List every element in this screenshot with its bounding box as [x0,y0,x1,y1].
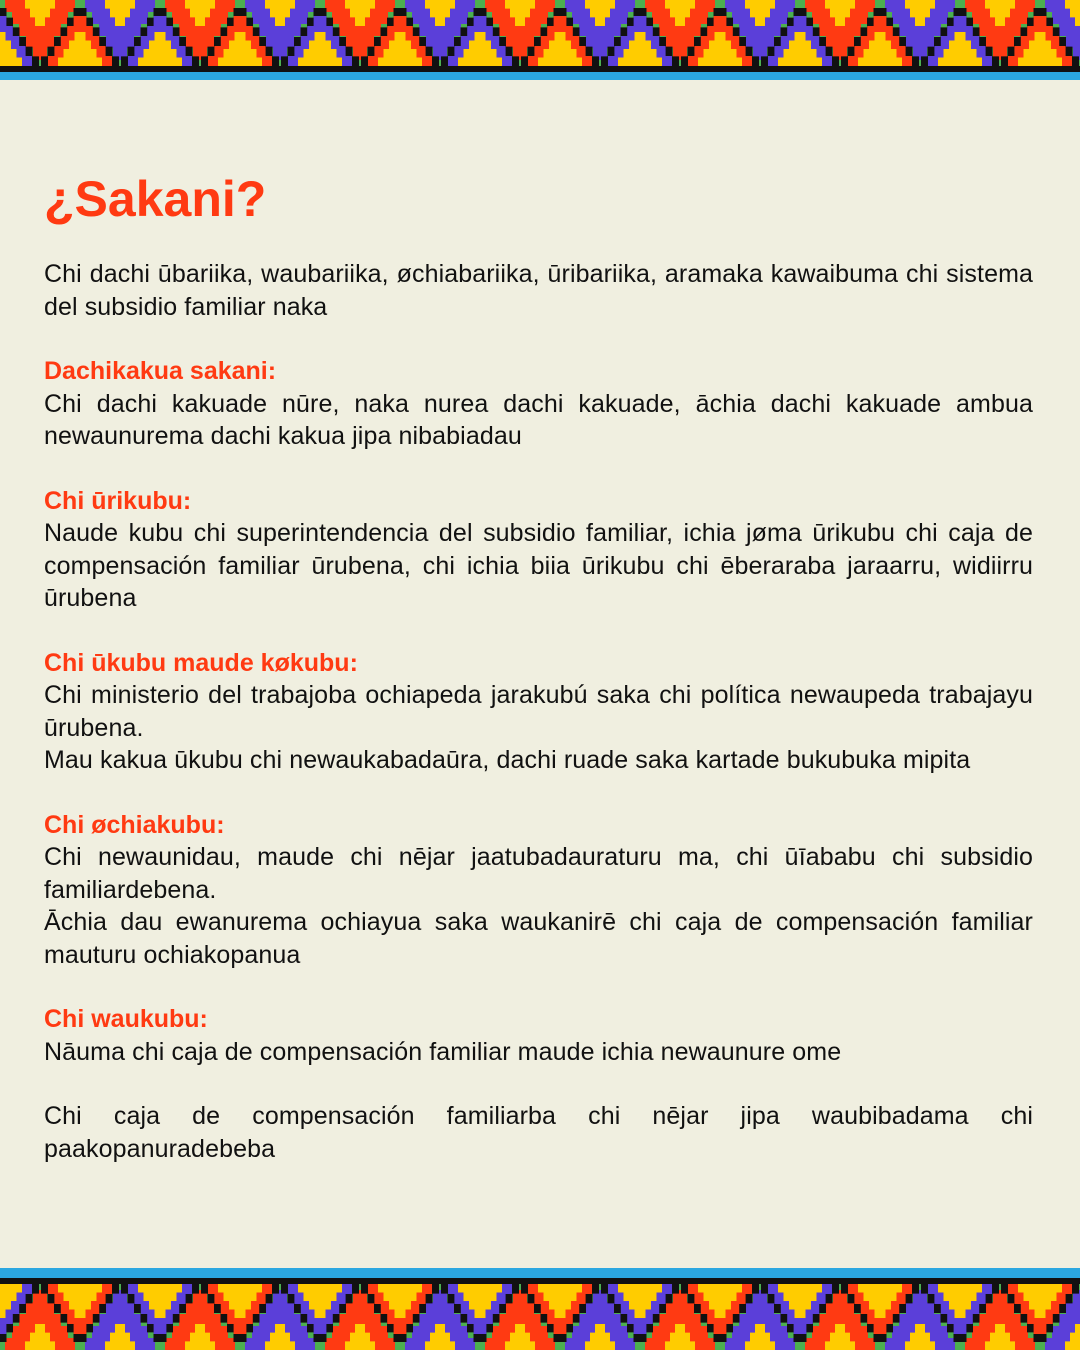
section-heading: Chi ūkubu maude køkubu: [44,648,358,677]
section-paragraph: Nāuma chi caja de compensación familiar maude ichia newaunure ome [44,1037,842,1066]
intro-section [44,258,1033,323]
section-paragraph: Āchia dau ewanurema ochiayua saka waukanirē chi caja de compensación familiar mauturu ochiakopanua [44,908,1033,969]
section-paragraph: Chi newaunidau, maude chi nējar jaatubadauraturu ma, chi ūīababu chi subsidio familiardebena. [44,843,1033,904]
section-dachikakua [44,355,1033,453]
section-heading: Chi ūrikubu: [44,486,192,515]
page-title: ¿Sakani? [44,171,267,227]
section-waukubu [44,1003,1033,1068]
woven-pattern-icon [0,0,1080,80]
main-content [44,166,1033,1197]
decorative-border-top [0,0,1080,80]
section-heading: Chi waukubu: [44,1005,208,1033]
section-ukubu [44,647,1033,777]
section-heading: Chi øchiakubu: [44,810,225,839]
section-paragraph: Chi dachi kakuade nūre, naka nurea dachi kakuade, āchia dachi kakuade ambua newaunurema dachi kakua jipa nibabiadau [44,389,1033,450]
section-paragraph: Mau kakua ūkubu chi newaukabadaūra, dachi ruade saka kartade bukubuka mipita [44,746,971,774]
section-heading: Dachikakua sakani: [44,357,277,385]
section-urikubu [44,485,1033,615]
woven-pattern-icon [0,1268,1080,1350]
section-ochiakubu [44,809,1033,972]
section-paragraph: Chi ministerio del trabajoba ochiapeda jarakubú saka chi política newaupeda trabajayu ūrubena. [44,681,1033,742]
section-paragraph: Naude kubu chi superintendencia del subsidio familiar, ichia jøma ūrikubu chi caja de compensación familiar ūrubena, chi ichia biia ūrikubu chi ēberaraba jaraarru, widiirru ūrubena [44,519,1033,612]
decorative-border-bottom [0,1268,1080,1350]
intro-paragraph: Chi dachi ūbariika, waubariika, øchiabariika, ūribariika, aramaka kawaibuma chi sistema del subsidio familiar naka [44,260,1033,321]
closing-paragraph: Chi caja de compensación familiarba chi nējar jipa waubibadama chi paakopanuradebeba [44,1102,1033,1163]
closing-section [44,1100,1033,1165]
